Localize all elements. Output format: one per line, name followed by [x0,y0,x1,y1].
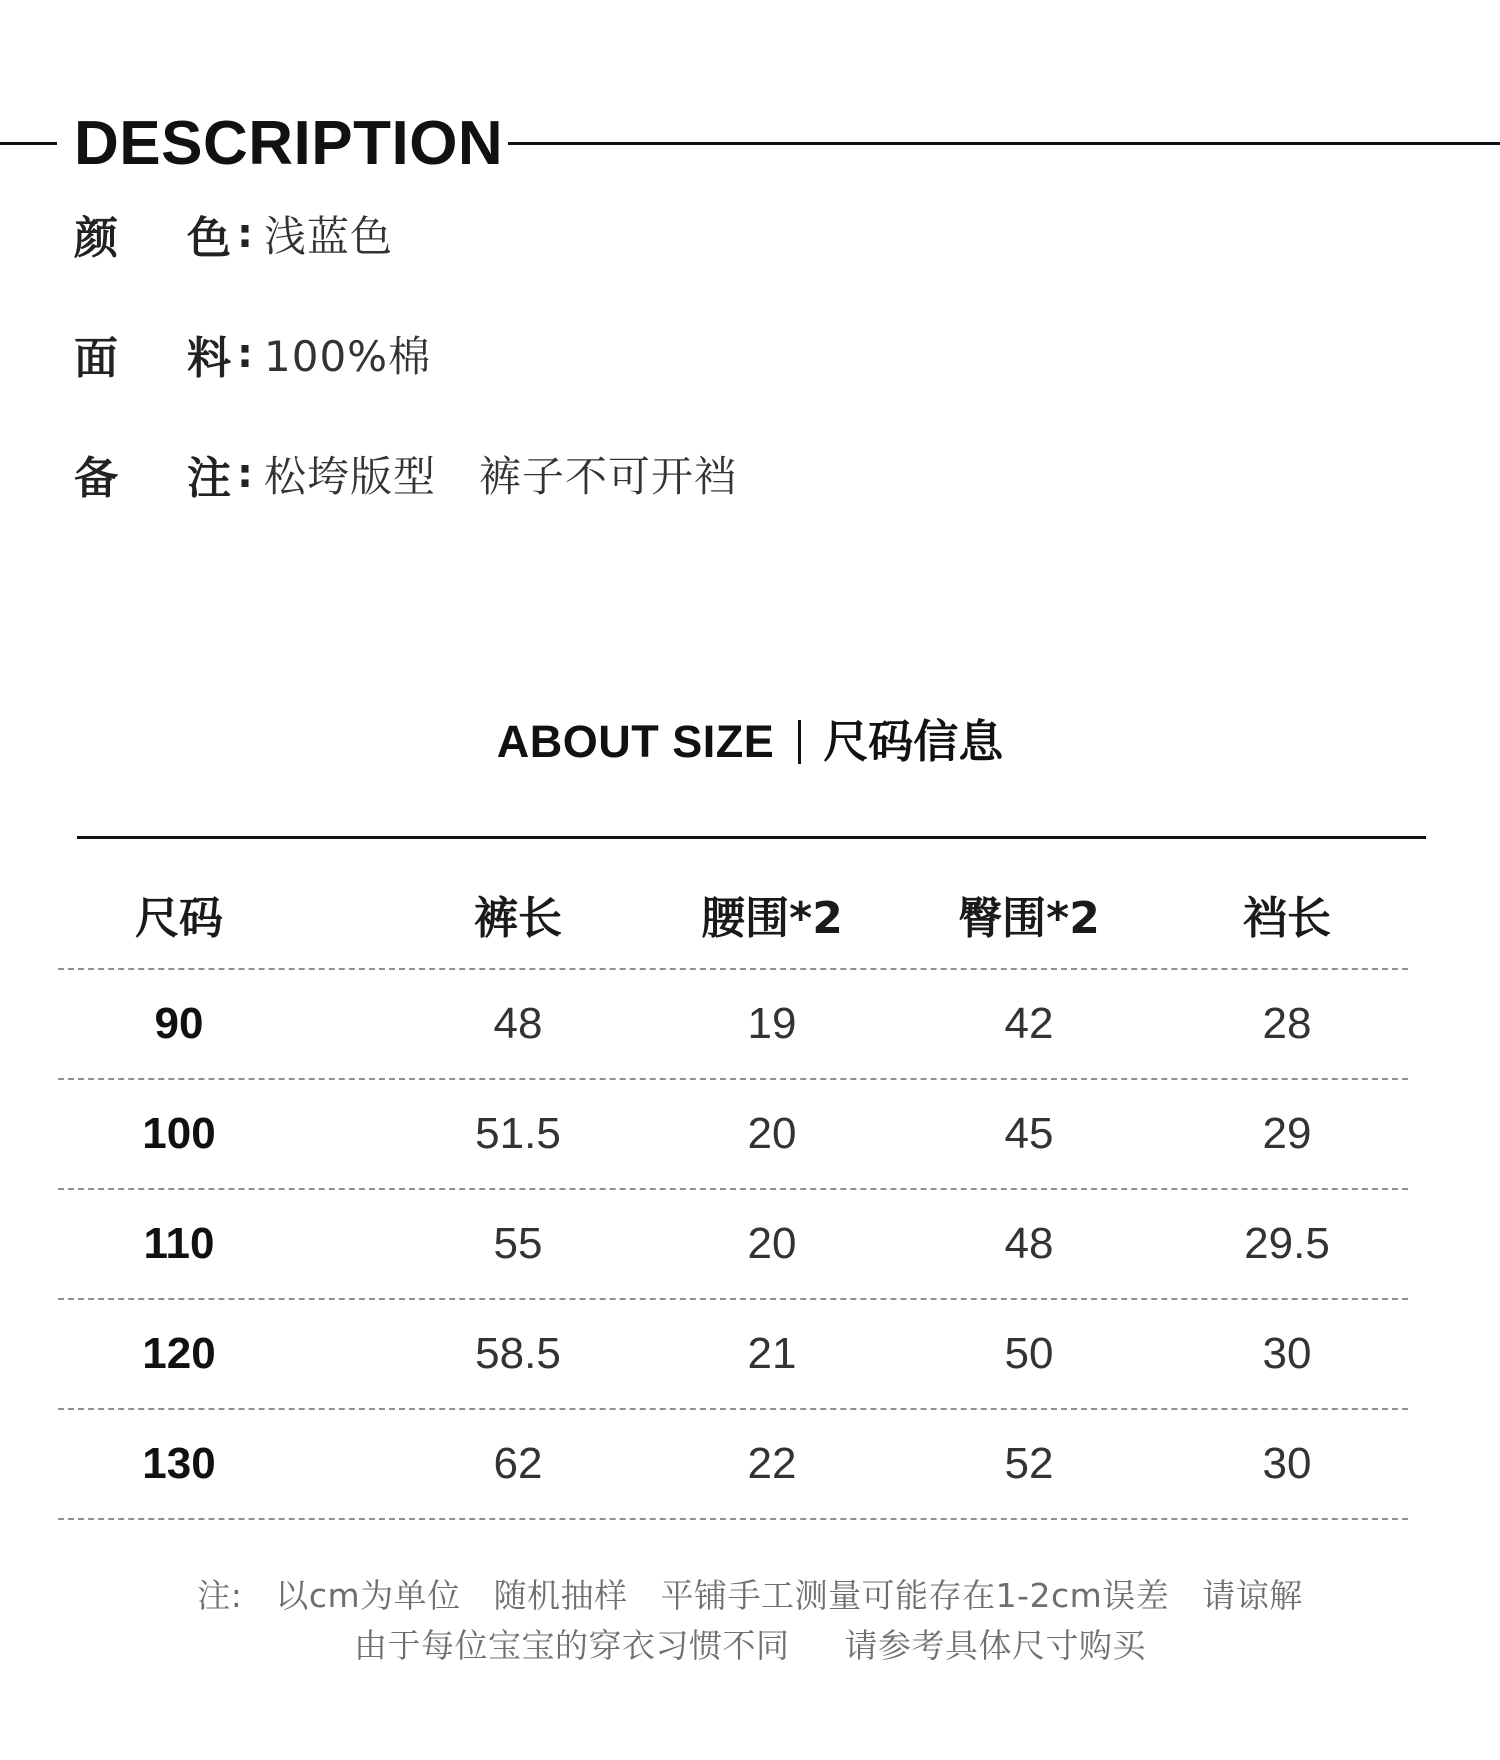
header-cell-pants-length: 裤长 [474,893,562,944]
table-cell: 29.5 [1244,1219,1330,1268]
attribute-label [74,202,237,266]
size-heading-cn: 尺码信息 [823,715,1004,768]
heading-separator [798,720,801,764]
table-cell: 42 [1004,999,1054,1048]
table-cell: 45 [1004,1109,1054,1158]
table-row [58,1190,1408,1300]
table-cell-size: 110 [143,1219,215,1268]
attribute-row-note [74,444,737,504]
table-cell-size: 90 [154,999,204,1048]
attribute-value: 100%棉 [264,332,432,381]
size-table [58,860,1408,1520]
table-cell: 30 [1262,1439,1312,1488]
table-cell: 55 [493,1219,543,1268]
size-heading-en: ABOUT SIZE [496,716,775,767]
header-cell-size: 尺码 [135,893,223,944]
table-cell: 50 [1004,1329,1054,1378]
title-rule-right [508,142,1500,145]
table-cell: 21 [747,1329,797,1378]
table-cell-size: 120 [142,1329,216,1378]
table-cell: 48 [1004,1219,1054,1268]
table-row [58,970,1408,1080]
header-cell-waist: 腰围*2 [701,893,843,944]
table-top-rule [77,836,1426,839]
table-cell: 51.5 [475,1109,561,1158]
attribute-label [74,322,237,386]
header-cell-crotch-length: 裆长 [1243,893,1331,944]
attribute-row-fabric [74,324,431,384]
table-cell: 29 [1262,1109,1312,1158]
table-cell-size: 130 [142,1439,216,1488]
attribute-label-char: 面 [74,333,118,384]
description-title: DESCRIPTION [74,109,504,178]
table-row [58,1080,1408,1190]
measurement-note: 注: 以cm为单位 随机抽样 平铺手工测量可能存在1-2cm误差 请谅解 [197,1576,1303,1615]
table-cell: 48 [493,999,543,1048]
attribute-value: 松垮版型 裤子不可开裆 [264,452,738,501]
size-section-heading [0,712,1500,772]
title-rule-left [0,142,57,145]
attribute-colon: : [237,331,253,377]
attribute-label-char: 注 [187,453,231,504]
table-row [58,1300,1408,1410]
table-row [58,1410,1408,1520]
table-cell: 22 [747,1439,797,1488]
table-cell: 58.5 [475,1329,561,1378]
attribute-value: 浅蓝色 [264,212,394,261]
attribute-colon: : [237,451,253,497]
table-cell: 62 [493,1439,543,1488]
attribute-colon: : [237,211,253,257]
attribute-label-char: 颜 [74,213,118,264]
table-cell: 52 [1004,1439,1054,1488]
header-cell-hip: 臀围*2 [958,893,1100,944]
table-cell-size: 100 [142,1109,216,1158]
table-cell: 30 [1262,1329,1312,1378]
attribute-label-char: 料 [187,333,231,384]
attribute-label-char: 色 [187,213,231,264]
table-cell: 20 [747,1109,797,1158]
purchase-note: 由于每位宝宝的穿衣习惯不同 请参考具体尺寸购买 [354,1626,1146,1665]
attribute-row-color [74,204,393,264]
table-cell: 28 [1262,999,1312,1048]
table-cell: 20 [747,1219,797,1268]
attribute-label-char: 备 [74,453,118,504]
table-cell: 19 [747,999,797,1048]
table-header-row [58,860,1408,970]
attribute-label [74,442,237,506]
